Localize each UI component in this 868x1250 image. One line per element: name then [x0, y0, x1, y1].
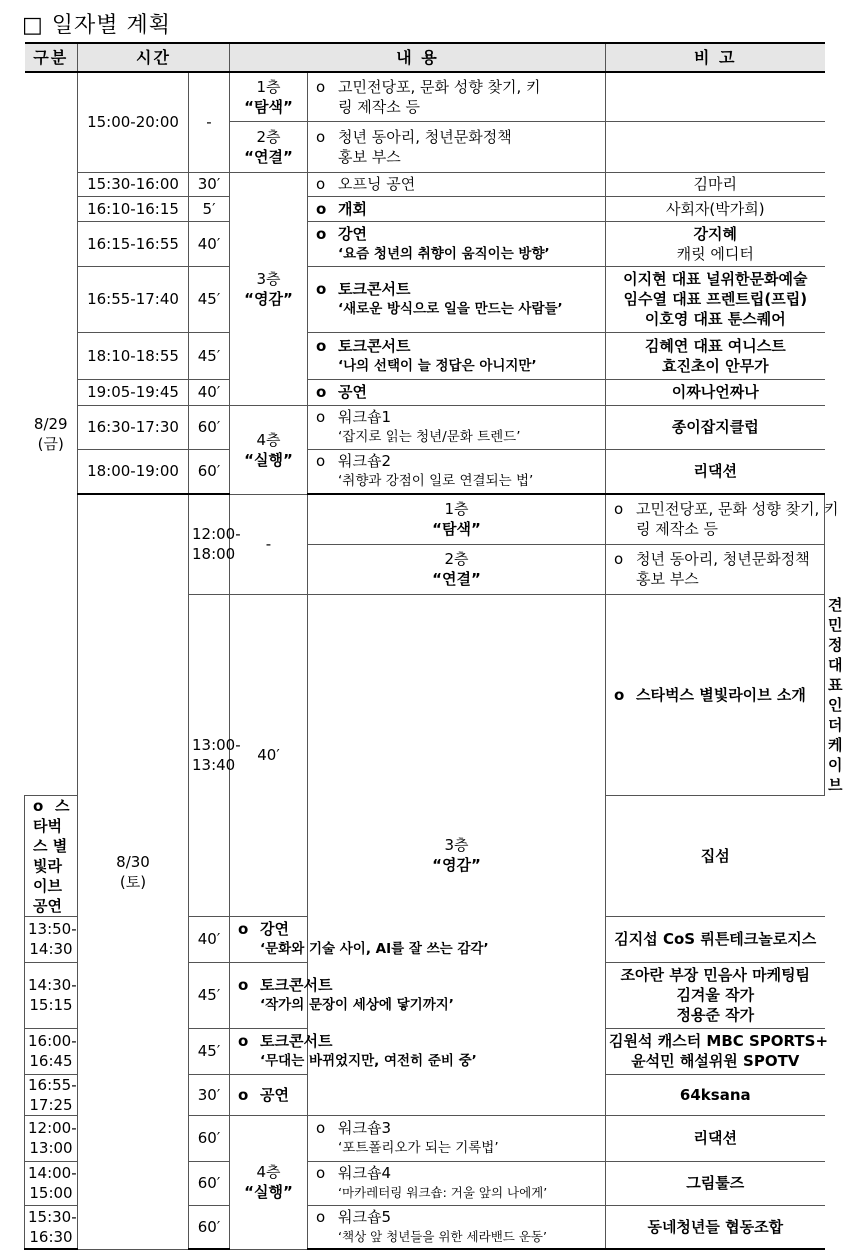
speaker-line: 효진초이 안무가 — [661, 356, 769, 375]
time-cell: 15:00-20:00 — [78, 72, 189, 172]
table-row — [25, 332, 825, 379]
content-subtitle: ‘잡지로 읽는 청년/문화 트렌드’ — [338, 429, 521, 445]
time-cell: 16:00-16:45 — [25, 1028, 78, 1074]
time-cell: 14:30-15:15 — [25, 962, 78, 1028]
time-cell: 13:50-14:30 — [25, 916, 78, 962]
bullet: o — [316, 1119, 326, 1137]
table-row — [25, 494, 825, 544]
content-cell — [230, 962, 454, 1028]
content-subtitle: ‘작가의 문장이 세상에 닿기까지’ — [260, 997, 454, 1013]
content-cell — [308, 379, 606, 405]
floor-cell — [308, 594, 606, 1115]
bullet: o — [33, 796, 44, 815]
duration-cell: 60′ — [189, 405, 230, 449]
duration-cell: 30′ — [189, 1074, 230, 1115]
note-cell — [606, 221, 825, 266]
content-text: 워크숍1 — [338, 408, 392, 426]
note-cell: 리댁션 — [606, 449, 825, 494]
floor-cell — [230, 172, 308, 405]
content-text: 스타벅스 별빛라이브 공연 — [33, 796, 70, 915]
content-text: 워크숍3 — [338, 1119, 392, 1137]
content-text: 홍보 부스 — [636, 570, 699, 588]
table-row — [25, 405, 825, 449]
bullet: o — [316, 280, 327, 298]
note-cell: 김지섭 CoS 뤼튼테크놀로지스 — [606, 916, 825, 962]
bullet: o — [316, 336, 327, 355]
content-text: 링 제작소 등 — [338, 97, 421, 116]
content-text: 토크콘서트 — [338, 336, 411, 355]
note-cell: 리댁션 — [606, 1115, 825, 1161]
duration-cell: - — [230, 494, 308, 594]
content-text: 고민전당포, 문화 성향 찾기, 키 — [338, 77, 541, 96]
floor-cell — [230, 121, 308, 172]
bullet: o — [316, 175, 326, 193]
time-cell: 16:55-17:25 — [25, 1074, 78, 1115]
bullet: o — [316, 452, 326, 471]
content-text: 강연 — [338, 224, 367, 243]
time-cell: 19:05-19:45 — [78, 379, 189, 405]
note-cell — [606, 121, 825, 172]
header-time: 시간 — [78, 43, 230, 72]
note-cell — [606, 1028, 829, 1074]
content-subtitle: ‘포트폴리오가 되는 기록법’ — [338, 1140, 499, 1156]
bullet: o — [238, 976, 249, 994]
bullet: o — [238, 920, 249, 938]
content-cell — [25, 795, 78, 916]
date-cell — [25, 72, 78, 795]
content-text: 워크숍5 — [338, 1207, 392, 1226]
content-text: 토크콘서트 — [260, 1032, 333, 1050]
content-text: 워크숍2 — [338, 452, 392, 471]
content-cell — [308, 172, 606, 196]
content-cell — [606, 544, 825, 594]
bullet: o — [614, 500, 624, 519]
floor-label: “연결” — [244, 147, 293, 166]
duration-cell: 60′ — [189, 1115, 230, 1161]
floor-label: “연결” — [432, 570, 481, 588]
content-cell — [308, 221, 606, 266]
table-row — [25, 221, 825, 266]
floor-cell — [308, 544, 606, 594]
floor-name: 3층 — [256, 269, 281, 288]
time-cell: 16:15-16:55 — [78, 221, 189, 266]
time-cell: 15:30-16:00 — [78, 172, 189, 196]
note-cell: 64ksana — [606, 1074, 825, 1115]
duration-cell: 45′ — [189, 266, 230, 332]
speaker-line: 임수열 대표 프렌트립(프립) — [623, 290, 808, 308]
content-cell — [308, 1115, 606, 1161]
bullet: o — [316, 77, 326, 96]
bullet: o — [238, 1085, 249, 1104]
content-cell — [308, 332, 606, 379]
content-cell — [230, 1028, 477, 1074]
content-text: 오프닝 공연 — [338, 175, 416, 193]
content-cell — [606, 494, 839, 544]
speaker-role: 캐릿 에디터 — [676, 244, 754, 263]
date-text: 8/30 — [116, 852, 150, 871]
floor-cell — [230, 1115, 308, 1249]
floor-name: 2층 — [256, 127, 281, 146]
floor-cell — [230, 405, 308, 494]
content-cell — [308, 449, 606, 494]
bullet: o — [614, 550, 624, 568]
table-row — [25, 72, 825, 121]
duration-cell: 60′ — [189, 449, 230, 494]
floor-cell — [308, 494, 606, 544]
content-subtitle: ‘책상 앞 청년들을 위한 세라밴드 운동’ — [338, 1228, 547, 1244]
header-row — [25, 43, 825, 72]
duration-cell: 40′ — [189, 379, 230, 405]
table-row — [25, 266, 825, 332]
floor-name: 2층 — [444, 550, 469, 568]
speaker-line: 이호영 대표 툰스퀘어 — [644, 310, 786, 328]
content-subtitle: ‘취향과 강점이 일로 연결되는 법’ — [338, 473, 534, 490]
floor-name: 4층 — [256, 430, 281, 449]
content-text: 토크콘서트 — [338, 280, 411, 298]
content-text: 토크콘서트 — [260, 976, 333, 994]
date-cell — [78, 494, 189, 1249]
content-cell — [230, 916, 489, 962]
floor-label: “탐색” — [432, 520, 481, 539]
time-cell: 14:00-15:00 — [25, 1161, 78, 1205]
content-text: 스타벅스 별빛라이브 소개 — [636, 685, 806, 704]
content-subtitle: ‘무대는 바뀌었지만, 여전히 준비 중’ — [260, 1053, 477, 1069]
content-text: 홍보 부스 — [338, 147, 401, 166]
note-cell: 그림툴즈 — [606, 1161, 825, 1205]
note-cell: 김마리 — [606, 172, 825, 196]
duration-cell: 45′ — [189, 962, 230, 1028]
content-text: 공연 — [260, 1085, 289, 1104]
content-text: 개회 — [338, 199, 367, 218]
table-row — [25, 172, 825, 196]
floor-label: “실행” — [244, 450, 293, 469]
content-cell — [308, 405, 606, 449]
duration-cell: 60′ — [189, 1161, 230, 1205]
note-cell — [606, 266, 825, 332]
content-subtitle: ‘마카레터링 워크숍: 거울 앞의 나에게’ — [338, 1185, 548, 1200]
duration-cell: 40′ — [189, 221, 230, 266]
content-cell — [308, 196, 606, 221]
content-subtitle: ‘요즘 청년의 취향이 움직이는 방향’ — [338, 245, 550, 262]
note-cell — [606, 332, 825, 379]
table-row — [25, 196, 825, 221]
weekday-text: (금) — [37, 434, 64, 453]
time-cell: 18:00-19:00 — [78, 449, 189, 494]
speaker-line: 조아란 부장 민음사 마케팅팀 — [620, 966, 811, 984]
speaker-line: 윤석민 해설위원 SPOTV — [631, 1052, 800, 1070]
duration-cell: 5′ — [189, 196, 230, 221]
note-cell: 사회자(박가희) — [606, 196, 825, 221]
speaker-line: 정용준 작가 — [676, 1006, 755, 1024]
floor-label: “탐색” — [244, 97, 293, 116]
note-cell: 동네청년들 협동조합 — [606, 1205, 825, 1249]
weekday-text: (토) — [119, 872, 147, 891]
floor-cell — [230, 72, 308, 121]
bullet: o — [614, 685, 625, 704]
speaker-line: 김겨울 작가 — [676, 986, 755, 1004]
header-gubun: 구분 — [25, 43, 78, 72]
time-cell: 16:30-17:30 — [78, 405, 189, 449]
content-text: 공연 — [338, 383, 367, 401]
floor-name: 4층 — [256, 1163, 281, 1181]
content-text: 워크숍4 — [338, 1164, 392, 1182]
content-cell — [308, 72, 606, 121]
speaker-name: 강지혜 — [693, 224, 738, 243]
note-cell: 집섬 — [606, 795, 825, 916]
time-cell: 18:10-18:55 — [78, 332, 189, 379]
note-cell: 종이잡지클럽 — [606, 405, 825, 449]
duration-cell: 45′ — [189, 332, 230, 379]
bullet: o — [316, 224, 327, 243]
bullet: o — [316, 1207, 326, 1226]
bullet: o — [316, 383, 327, 401]
time-cell: 16:55-17:40 — [78, 266, 189, 332]
content-subtitle: ‘새로운 방식으로 일을 만드는 사람들’ — [338, 301, 563, 317]
content-cell — [308, 1161, 606, 1205]
duration-cell: 60′ — [189, 1205, 230, 1249]
content-subtitle: ‘문화와 기술 사이, AI를 잘 쓰는 감각’ — [260, 941, 489, 957]
schedule-table — [24, 42, 843, 1250]
time-cell: 12:00-13:00 — [25, 1115, 78, 1161]
speaker-line: 김혜연 대표 여니스트 — [644, 336, 786, 355]
note-cell — [606, 962, 825, 1028]
content-cell — [308, 266, 606, 332]
duration-cell: 40′ — [230, 594, 308, 916]
content-text: 청년 동아리, 청년문화정책 — [636, 550, 810, 568]
note-cell: 이짜나언짜나 — [606, 379, 825, 405]
bullet: o — [316, 408, 326, 426]
speaker-line: 이지현 대표 널위한문화예술 — [623, 270, 808, 288]
content-text: 청년 동아리, 청년문화정책 — [338, 127, 512, 146]
floor-label: “영감” — [432, 855, 481, 874]
table-row — [25, 379, 825, 405]
floor-label: “실행” — [244, 1183, 293, 1201]
table-row — [25, 449, 825, 494]
header-content: 내 용 — [230, 43, 606, 72]
time-cell: 15:30-16:30 — [25, 1205, 78, 1249]
content-subtitle: ‘나의 선택이 늘 정답은 아니지만’ — [338, 357, 537, 374]
duration-cell: 30′ — [189, 172, 230, 196]
note-cell — [606, 72, 825, 121]
content-cell — [308, 1205, 606, 1249]
duration-cell: - — [189, 72, 230, 172]
bullet: o — [316, 127, 326, 146]
content-text: 링 제작소 등 — [636, 520, 719, 539]
date-text: 8/29 — [33, 414, 68, 433]
content-cell — [606, 594, 825, 795]
time-cell: 13:00-13:40 — [189, 594, 230, 916]
bullet: o — [316, 199, 327, 218]
bullet: o — [238, 1032, 249, 1050]
bullet: o — [316, 1164, 326, 1182]
duration-cell: 45′ — [189, 1028, 230, 1074]
header-note: 비 고 — [606, 43, 825, 72]
content-text: 고민전당포, 문화 성향 찾기, 키 — [636, 500, 839, 519]
content-cell — [230, 1074, 308, 1115]
floor-name: 3층 — [444, 835, 469, 854]
time-cell: 12:00-18:00 — [189, 494, 230, 594]
floor-name: 1층 — [256, 77, 281, 96]
speaker-line: 김원석 캐스터 MBC SPORTS+ — [609, 1032, 829, 1050]
content-cell — [308, 121, 606, 172]
duration-cell: 40′ — [189, 916, 230, 962]
content-text: 강연 — [260, 920, 289, 938]
time-cell: 16:10-16:15 — [78, 196, 189, 221]
page-title: □ 일자별 계획 — [22, 13, 172, 38]
table-row: 13:00-13:40 40′ 3층 “영감” o 스타벅스 별빛라이브 소개 견민정 대표 인더케이브 — [25, 594, 825, 795]
floor-name: 1층 — [444, 500, 469, 519]
floor-label: “영감” — [244, 289, 293, 308]
